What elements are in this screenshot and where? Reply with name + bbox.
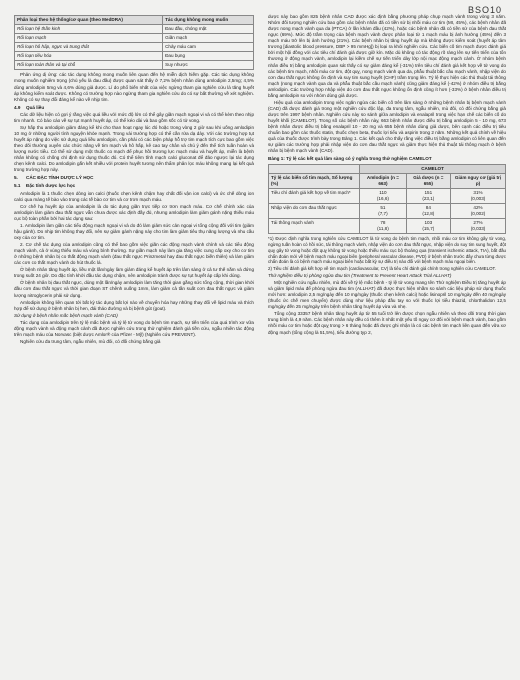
table-cell: Giãn mạch: [163, 34, 254, 43]
table-header-cell: CAMELOT: [360, 164, 506, 173]
table-cell: Rối loạn toàn thân và tại chỗ: [15, 61, 163, 70]
page-number: BSO10: [467, 5, 502, 15]
section-title: Quá liều: [26, 104, 45, 110]
table-cell: Đau đầu, chóng mặt: [163, 25, 254, 34]
table-header-cell: Amlodipin (n = 663): [360, 173, 407, 188]
paragraph: Một nghiên cứu ngẫu nhiên, mù đôi về tỷ lệ mắc bệnh - tỷ lệ tử vong mang tên Thử nghiệm Điều trị tăng huyết áp và giảm lipid máu để phòng ngừa đau tim (ALLHAT) đã được thực hiện nhằm so sánh các liệu pháp sử dụng thuốc mới hơn: amlodipin 2,5 mg/ngày đến 10 mg/ngày (thuốc chẹn kênh calci) hoặc lisinopril 10 mg/ngày đến 40 mg/ngày (thuốc ức chế men chuyển) được dùng như liệu pháp đầu tay so với thuốc lợi tiểu thiazid, chlorthalidon 12,5 mg/ngày đến 25 mg/ngày trên bệnh nhân tăng huyết áp vừa và nhẹ.: [268, 280, 506, 310]
table-header-cell: Tác dụng không mong muốn: [163, 16, 254, 25]
table-cell: 31% (0,003): [451, 188, 506, 203]
paragraph: Amlodipin không liên quan tới bất kỳ tác dụng bất lợi nào về chuyển hóa hay những thay đổi về lipid máu và thích hợp để sử dụng ở bệnh nhân bị hen, đái tháo đường và bị bệnh gút (gout).: [14, 299, 254, 311]
paragraph: Tác dụng của amlodipin trên tỷ lệ mắc bệnh và tỷ lệ tử vong do bệnh tim mạch, sự tiến triển của quá trình xơ vữa động mạch vành và động mạch cảnh đã được nghiên cứu trong thử nghiệm đánh giá tiền cứu, ngẫu nhiên tác động trên mạch máu của Norvasc (biệt dược Amlor® của Pfizer - Mỹ) (Nghiên cứu PREVENT).: [14, 319, 254, 337]
table-row: [269, 188, 506, 203]
paragraph: Ở bệnh nhân bị đau thắt ngực, dùng một lần/ngày amlodipin làm tăng thời gian gắng sức tổng cộng, thời gian khởi đầu cơn đau thắt ngực và thời gian đoạn ST chênh xuống 1mm, làm giảm cả tần suất cơn đau thắt ngực và giảm lượng nitroglycerin phải sử dụng.: [14, 280, 254, 298]
table-cell: 84 (12,8): [406, 203, 450, 218]
table-cell: Suy nhược: [163, 61, 254, 70]
table-cell: Rối loạn hô hấp, ngực và trung thất: [15, 43, 163, 52]
right-column: [268, 14, 506, 337]
table-cell: Nhập viện do cơn đau thắt ngực: [269, 203, 360, 218]
paragraph: Tổng cộng 33357 bệnh nhân tăng huyết áp từ 55 tuổi trở lên được chọn ngẫu nhiên và theo dõi trong thời gian trung bình là 4,9 năm. Các bệnh nhân này đều có thêm ít nhất một yếu tố nguy cơ đối với bệnh mạch vành, bao gồm nhồi máu cơ tim hoặc đột quỵ trong > 6 tháng hoặc đã được ghi nhận là có các bệnh tim mạch liên quan đến vữa xơ động mạch (tổng cộng là 51,5%), tiểu đường typ 2,: [268, 311, 506, 335]
table-caption: Bảng 1: Tỷ lệ các kết quả lâm sàng có ý nghĩa trong thử nghiệm CAMELOT: [268, 156, 432, 162]
table-row: [15, 25, 254, 34]
table-cell: 110 (16,6): [360, 188, 407, 203]
paragraph: Các dữ liệu hiện có gợi ý rằng việc quá liều với mức độ lớn có thể gây giãn mạch ngoại vi và có thể kèm theo nhịp tim nhanh. Có báo cáo về sự tụt mạnh huyết áp, có thể kéo dài và bao gồm sốc có tử vong.: [14, 111, 254, 123]
italic-subheading: Thử nghiệm điều trị phòng ngừa đau tim (Treatment to Prevent Heart Attack Trial ALLHAT): [268, 272, 452, 278]
italic-subheading: Sử dụng ở bệnh nhân mắc bệnh mạch vành (CAD): [14, 312, 118, 318]
section-number: 4.9: [14, 104, 21, 110]
section-heading: [14, 175, 254, 181]
paragraph: Cơ chế hạ huyết áp của amlodipin là do tác dụng giãn trực tiếp cơ trơn mạch máu. Cơ chế chính xác của amlodipin làm giảm đau thắt ngực vẫn chưa được xác định đầy đủ, nhưng amlodipin làm giảm gánh nặng thiếu máu cục bộ toàn phần bởi hai tác dụng sau:: [14, 203, 254, 221]
camelot-table: [268, 164, 506, 235]
paragraph: Nghiên cứu đa trung tâm, ngẫu nhiên, mù đôi, có đối chứng bằng giả: [20, 338, 161, 344]
section-heading: [14, 105, 254, 111]
table-row: [15, 43, 254, 52]
table-cell: Rối loạn mạch: [15, 34, 163, 43]
table-row: [15, 52, 254, 61]
table-cell: 27% (0,033): [451, 218, 506, 233]
table-cell: 78 (11,8): [360, 218, 407, 233]
section-number: 5.: [14, 175, 18, 181]
table-cell: Chảy máu cam: [163, 43, 254, 52]
table-header-row: [15, 16, 254, 25]
table-cell: Đau bụng: [163, 52, 254, 61]
paragraph: Hiệu quả của amlodipin trong việc ngăn ngừa các biến cố trên lâm sàng ở những bệnh nhân bị bệnh mạch vành (CAD) đã được đánh giá trong một nghiên cứu độc lập, đa trung tâm, ngẫu nhiên, mù đôi, có đối chứng bằng giả dược trên 1997 bệnh nhân. Nghiên cứu này so sánh giữa amlodipin và enalapril trong việc hạn chế các biến cố do huyết khối (CAMELOT). Trong số các bệnh nhân này, 663 bệnh nhân được điều trị bằng amlodipin 5 - 10 mg, 673 bệnh nhân được điều trị bằng enalapril 10 - 20 mg và 655 bệnh nhân dùng giả dược, bên cạnh các điều trị tiêu chuẩn bao gồm các thuốc statin, thuốc chẹn beta, thuốc lợi tiểu và aspirin trong 2 năm. Những kết quả chính về hiệu quả của thuốc được trình bày trong Bảng 1. Các kết quả cho thấy rằng việc điều trị bằng amlodipin có liên quan đến sự giảm các trường hợp phải nhập viện do cơn đau thắt ngực và giảm thực hiện thủ thuật tái thông mạch ở bệnh nhân bị bệnh mạch vành (CAD).: [268, 99, 506, 154]
table-cell: 151 (23,1): [406, 188, 450, 203]
table-header-cell: Phân loại theo hệ thống/cơ quan (theo MedDRA): [15, 16, 163, 25]
paragraph: Amlodipin là 1 thuốc chẹn dòng ion calci (thuốc chẹn kênh chậm hay chất đối vận ion calci) và ức chế dòng ion calci qua màng tế bào vào trong các tế bào cơ tim và cơ trơn mạch máu.: [14, 190, 254, 202]
adverse-effects-table: [14, 15, 254, 70]
paragraph: dược này bao gồm 825 bệnh nhân CAD được xác định bằng phương pháp chụp mạch vành trong vòng 3 năm. Nhóm đối tượng nghiên cứu bao gồm các bệnh nhân đã có tiền sử bị nhồi máu cơ tim (MI, 45%), các bệnh nhân đã được nong mạch vành qua da (PTCA) ở lần khám đầu (42%), hoặc các bệnh nhân đã có tiền sử của bệnh đau thắt ngực (69%). Mức độ trầm trọng của bệnh mạch vành được phân loại từ 1 mạch máu bị ảnh hưởng (45%) đến 3 mạch máu trở lên bị ảnh hưởng (21%). Các bệnh nhân bị tăng huyết áp mà không được kiểm soát (huyết áp tâm trương [diastolic blood pressure, DBP > 95 mmHg]) bị loại ra khỏi nghiên cứu. Các biến cố tim mạch được đánh giá bởi một hội đồng với các tiêu chí đánh giá được giữ kín. Mặc dù không có tác động rõ ràng lên sự tiến triển của tổn thương ở động mạch vành, amlodipin lại kiềm chế sự tiến triển dày lớp nội mạc động mạch cảnh. Ở nhóm bệnh nhân điều trị bằng amlodipin quan sát thấy có sự giảm đáng kể (-31%) trên tiêu chí đánh giá kết hợp về tử vong do các bệnh tim mạch, nhồi máu cơ tim, đột quỵ, nong mạch vành qua da, phẫu thuật bắc cầu mạch vành, nhập viện do cơn đau thắt ngực không ổn định và suy tim sung huyết (CHF) trầm trọng lên. Tỷ lệ thực hiện các thủ thuật tái thông mạch (nong mạch vành qua da và phẫu thuật bắc cầu mạch vành) cũng giảm đáng kể (-42%) ở nhóm điều trị bằng amlodipin. Các trường hợp nhập viện do cơn đau thắt ngực không ổn định cũng ít hơn (-33%) ở bệnh nhân điều trị bằng amlodipin so với nhóm dùng giả dược.: [268, 14, 506, 98]
table-header-row: [269, 173, 506, 188]
table-header-cell: Giả dược (n = 655): [406, 173, 450, 188]
table-cell: 103 (15,7): [406, 218, 450, 233]
paragraph: Phản ứng dị ứng: các tác dụng không mong muốn liên quan đến hệ miễn dịch hiếm gặp. Các tác dụng không mong muốn nghiêm trọng (chủ yếu là đau đầu) được quan sát thấy ở 7,2% bệnh nhân dùng amlodipin 2,5mg; 4,5% dùng amlodipin 5mg và 4,6% dùng giả dược. Lí do phổ biến nhất của việc ngừng tham gia nghiên cứu là tăng huyết áp không kiểm soát được. Không có trường hợp nào ngừng tham gia nghiên cứu do có sự bất thường về xét nghiệm. Không có sự thay đổi đáng kể nào về nhịp tim.: [14, 72, 254, 102]
table-cell: Tiêu chí đánh giá kết hợp về tim mạch*: [269, 188, 360, 203]
table-cell: Rối loạn hệ thần kinh: [15, 25, 163, 34]
table-row: [269, 203, 506, 218]
table-cell: Tái thông mạch vành: [269, 218, 360, 233]
paragraph: Ở bệnh nhân tăng huyết áp, liều một lần/ngày làm giảm đáng kể huyết áp trên lâm sàng ở cả tư thế nằm và đứng trong suốt 24 giờ. Do đặc tính khởi đầu tác dụng chậm, nên amlodipin tránh được sự tụt huyết áp cấp khi dùng.: [14, 267, 254, 279]
table-cell: 42% (0,002): [451, 203, 506, 218]
footnote: *1) Được định nghĩa trong nghiên cứu CAMELOT là tử vong do bệnh tim mạch, nhồi máu cơ tim không gây tử vong, ngừng tuần hoàn có hồi sức, tái thông mạch vành, nhập viện do cơn đau thắt ngực, nhập viện do suy tim sung huyết, đột quỵ gây tử vong hoặc đột quỵ không tử vong hoặc thiếu máu cục bộ thoáng qua (transient ischemic attack, TIA), bắt đầu chẩn đoán mới về bệnh mạch máu ngoại biên (peripheral vascular disease, PVD) ở bệnh nhân trước đây chưa từng được chẩn đoán là có bệnh mạch máu ngoại biên hoặc bất kỳ sự điều trị nào đối với bệnh mạch máu ngoại biên.: [268, 236, 506, 265]
table-cell: 51 (7,7): [360, 203, 407, 218]
section-number: 5.1: [14, 183, 21, 189]
table-header-cell: Giảm nguy cơ (giá trị p): [451, 173, 506, 188]
table-row: [15, 34, 254, 43]
paragraph: Sự hấp thu amlodipin giảm đáng kể khi cho than hoạt ngay lúc đó hoặc trong vòng 2 giờ sau khi uống amlodipin 10 mg ở những người tình nguyện khỏe mạnh. Trong vài trường hợp có thể cần rửa dạ dày. Với các trường hợp tụt huyết áp nặng do việc sử dụng quá liều amlodipin, cần phải có các biện pháp hỗ trợ tim mạch tích cực bao gồm việc theo dõi thường xuyên các chức năng về tim mạch và hô hấp, kê cao tay chân và chú ý đến thể tích tuần hoàn và lượng nước tiểu. Có thể sử dụng một thuốc co mạch để phục hồi trương lực mạch máu và huyết áp, miễn là bệnh nhân không có chống chỉ định sử dụng thuốc đó. Có thể tiêm tĩnh mạch calci gluconat để đảo ngược lại tác dụng chẹn kênh calci. Do amlodipin gắn kết nhiều với protein huyết tương nên thẩm phân lọc máu không mang lại kết quả trong trường hợp này.: [14, 124, 254, 173]
subsection-heading: [14, 183, 254, 189]
footnote: 2) Tiêu chí đánh giá kết hợp về tim mạch (cardiovascular, CV) là tiêu chí đánh giá chính trong nghiên cứu CAMELOT.: [268, 266, 496, 272]
table-header-cell: [269, 164, 360, 173]
paragraph: 2. Cơ chế tác dụng của amlodipin cũng có thể bao gồm việc giãn các động mạch vành chính và các tiểu động mạch vành, cả ở vùng thiếu máu và vùng bình thường. Sự giãn mạch này làm gia tăng việc cung cấp oxy cho cơ tim ở những bệnh nhân bị co thắt động mạch vành (đau thắt ngực Prinzmetal hay đau thắt ngực biến thiên) và làm giảm các cơn co thắt mạch vành do hút thuốc lá.: [14, 242, 254, 266]
table-header-row: [269, 164, 506, 173]
table-row: [15, 61, 254, 70]
left-column: [14, 14, 254, 346]
table-cell: Rối loạn tiêu hóa: [15, 52, 163, 61]
paragraph: 1. Amlodipin làm giãn các tiểu động mạch ngoại vi và do đó làm giảm sức cản ngoại vi tổng cộng đối với tim (giảm hậu gánh). Do nhịp tim không thay đổi, nên sự giảm gánh nặng này cho tim làm giảm tiêu thụ năng lượng và nhu cầu oxy của cơ tim.: [14, 222, 254, 240]
table-row: [269, 218, 506, 233]
section-title: CÁC ĐẶC TÍNH DƯỢC LÝ HỌC: [26, 175, 94, 181]
section-title: Đặc tính dược lực học: [26, 183, 76, 189]
table-header-cell: Tỷ lệ các biến cố tim mạch, Số lượng (%): [269, 173, 360, 188]
